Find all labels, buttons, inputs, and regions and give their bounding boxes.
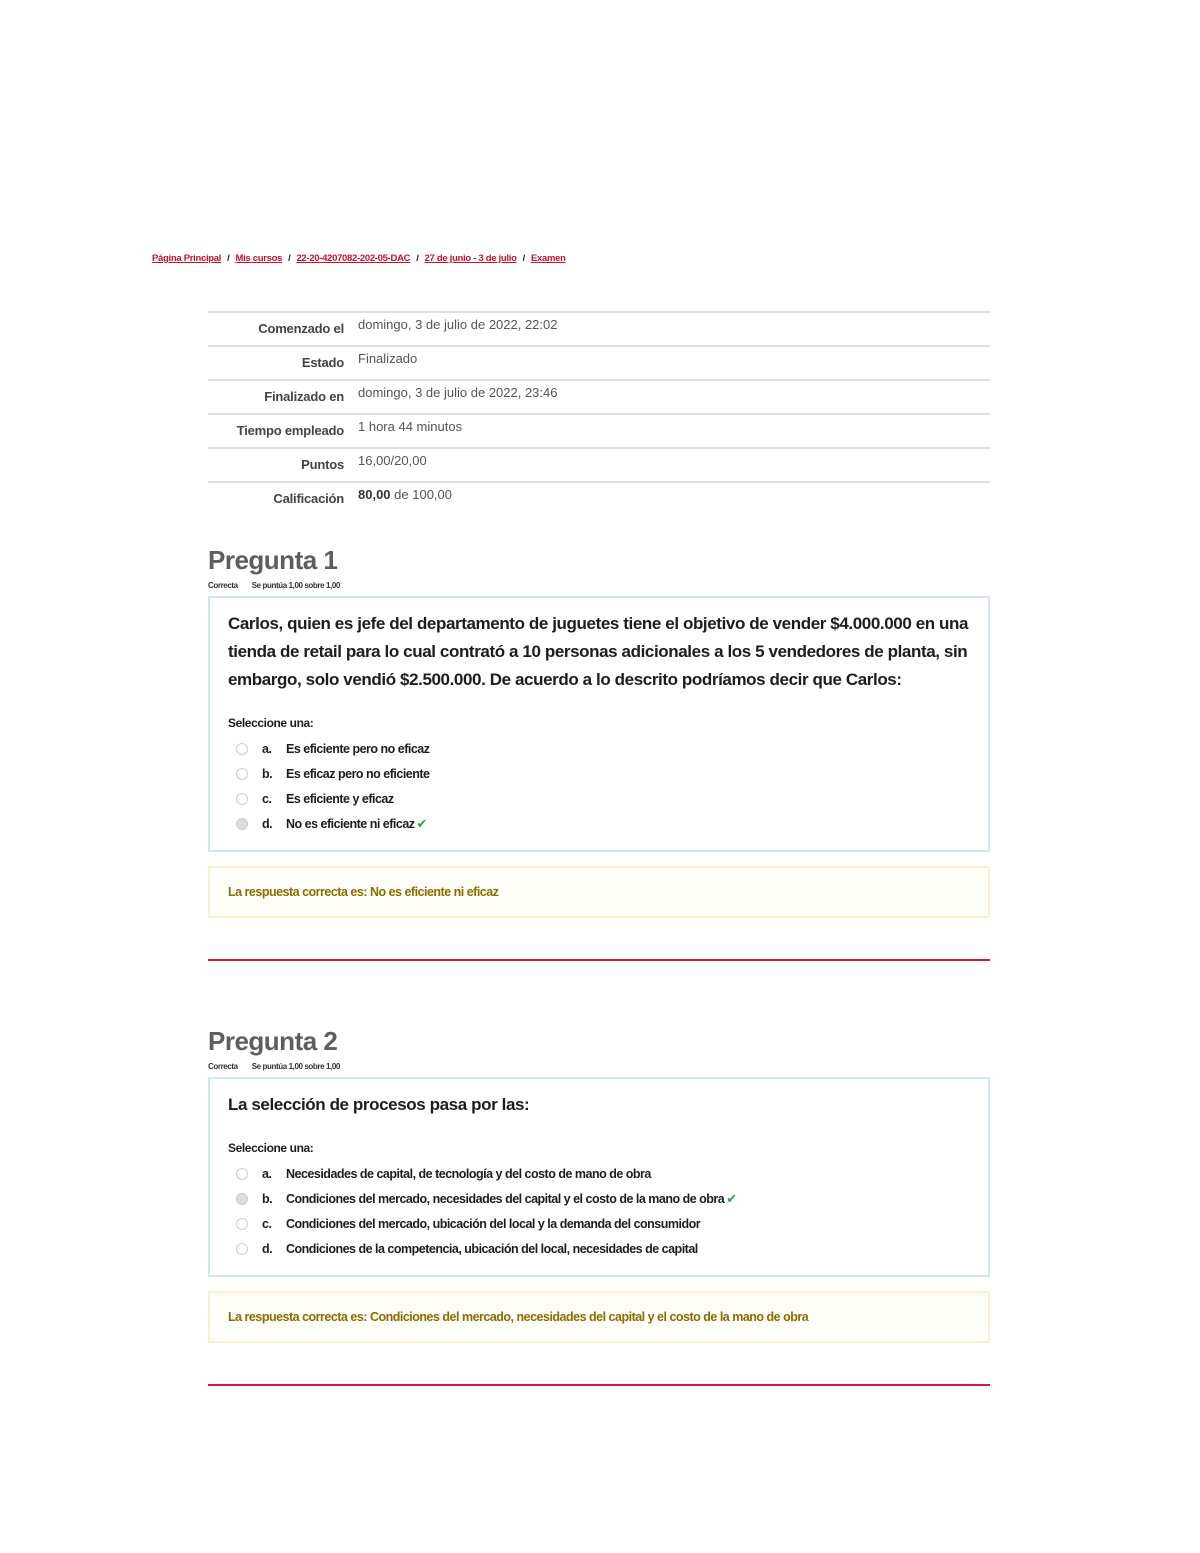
answer-option-d[interactable] <box>228 1236 970 1261</box>
answer-prompt: Seleccione una: <box>228 716 314 730</box>
option-letter: b. <box>262 1191 273 1206</box>
answer-option-c[interactable] <box>228 1211 970 1236</box>
option-letter: c. <box>262 791 272 806</box>
grade-out-of: de 100,00 <box>394 487 453 502</box>
radio-button-selected[interactable] <box>236 1193 248 1205</box>
summary-row-grade <box>208 482 990 515</box>
summary-value: domingo, 3 de julio de 2022, 23:46 <box>358 385 558 400</box>
breadcrumb-course-link[interactable]: 22-20-4207082-202-05-DAC <box>296 253 411 264</box>
radio-button[interactable] <box>236 1218 248 1230</box>
summary-value: Finalizado <box>358 351 418 366</box>
option-letter: c. <box>262 1216 272 1231</box>
option-text: Necesidades de capital, de tecnología y del costo de mano de obra <box>286 1166 651 1181</box>
question-text: La selección de procesos pasa por las: <box>228 1095 530 1114</box>
summary-row-finished <box>208 380 990 414</box>
summary-label: Tiempo empleado <box>236 423 344 438</box>
correct-answer-feedback: La respuesta correcta es: Condiciones del mercado, necesidades del capital y el costo de la mano de obra <box>208 1291 990 1343</box>
summary-value: 16,00/20,00 <box>358 453 427 468</box>
question-divider <box>208 959 990 961</box>
option-letter: d. <box>262 1241 273 1256</box>
question-title: Pregunta 2 <box>208 1026 338 1056</box>
summary-row-time-taken <box>208 414 990 448</box>
question-title: Pregunta 1 <box>208 545 338 575</box>
option-letter: a. <box>262 741 272 756</box>
question-text: Carlos, quien es jefe del departamento de juguetes tiene el objetivo de vender $4.000.000 en una tienda de retail para lo cual contrató a 10 personas adicionales a los 5 vendedores de planta, sin embargo, solo vendió $2.500.000. De acuerdo a lo descrito podríamos decir que Carlos: <box>228 614 969 689</box>
question-status: Correcta <box>208 581 238 590</box>
summary-row-points <box>208 448 990 482</box>
answer-option-c[interactable] <box>228 786 970 811</box>
option-letter: a. <box>262 1166 272 1181</box>
breadcrumb-separator: / <box>522 253 525 264</box>
summary-label: Comenzado el <box>258 321 344 336</box>
option-text: Condiciones del mercado, necesidades del capital y el costo de la mano de obra <box>286 1191 725 1206</box>
question-status: Correcta <box>208 1062 238 1071</box>
summary-value: domingo, 3 de julio de 2022, 22:02 <box>358 317 558 332</box>
answer-option-a[interactable] <box>228 736 970 761</box>
breadcrumb <box>152 253 566 264</box>
option-text: Es eficiente pero no eficaz <box>286 741 430 756</box>
breadcrumb-home-link[interactable]: Página Principal <box>152 253 222 264</box>
breadcrumb-exam-link[interactable]: Examen <box>530 253 566 264</box>
grade-value: 80,00 <box>358 487 391 502</box>
question-score: Se puntúa 1,00 sobre 1,00 <box>251 581 340 590</box>
option-text: Condiciones de la competencia, ubicación del local, necesidades de capital <box>286 1241 698 1256</box>
summary-label: Finalizado en <box>264 389 344 404</box>
radio-button[interactable] <box>236 743 248 755</box>
option-text: Es eficaz pero no eficiente <box>286 766 430 781</box>
answer-option-b[interactable] <box>228 761 970 786</box>
question-divider <box>208 1384 990 1386</box>
option-letter: b. <box>262 766 273 781</box>
option-letter: d. <box>262 816 273 831</box>
summary-row-status <box>208 346 990 380</box>
radio-button-selected[interactable] <box>236 818 248 830</box>
breadcrumb-week-link[interactable]: 27 de junio - 3 de julio <box>424 253 517 264</box>
summary-value: 1 hora 44 minutos <box>358 419 463 434</box>
option-text: No es eficiente ni eficaz <box>286 816 415 831</box>
summary-label: Calificación <box>273 491 344 506</box>
question-meta <box>208 581 990 590</box>
breadcrumb-separator: / <box>416 253 419 264</box>
answer-prompt: Seleccione una: <box>228 1141 314 1155</box>
attempt-summary-table <box>208 311 990 515</box>
answer-option-b[interactable] <box>228 1186 970 1211</box>
summary-value <box>354 482 990 515</box>
radio-button[interactable] <box>236 1243 248 1255</box>
radio-button[interactable] <box>236 768 248 780</box>
breadcrumb-my-courses-link[interactable]: Mis cursos <box>235 253 283 264</box>
question-content-box <box>208 596 990 852</box>
correct-answer-feedback: La respuesta correcta es: No es eficiente ni eficaz <box>208 866 990 918</box>
question-content-box <box>208 1077 990 1277</box>
option-text: Condiciones del mercado, ubicación del local y la demanda del consumidor <box>286 1216 701 1231</box>
question-1 <box>208 545 990 918</box>
radio-button[interactable] <box>236 793 248 805</box>
summary-row-started <box>208 312 990 346</box>
summary-label: Puntos <box>301 457 344 472</box>
check-icon: ✔ <box>726 1190 737 1206</box>
breadcrumb-separator: / <box>227 253 230 264</box>
question-score: Se puntúa 1,00 sobre 1,00 <box>251 1062 340 1071</box>
breadcrumb-separator: / <box>288 253 291 264</box>
answer-option-a[interactable] <box>228 1161 970 1186</box>
question-meta <box>208 1062 990 1071</box>
check-icon: ✔ <box>416 815 427 831</box>
question-2 <box>208 1026 990 1343</box>
summary-label: Estado <box>301 355 344 370</box>
radio-button[interactable] <box>236 1168 248 1180</box>
answer-option-d[interactable] <box>228 811 970 836</box>
option-text: Es eficiente y eficaz <box>286 791 394 806</box>
